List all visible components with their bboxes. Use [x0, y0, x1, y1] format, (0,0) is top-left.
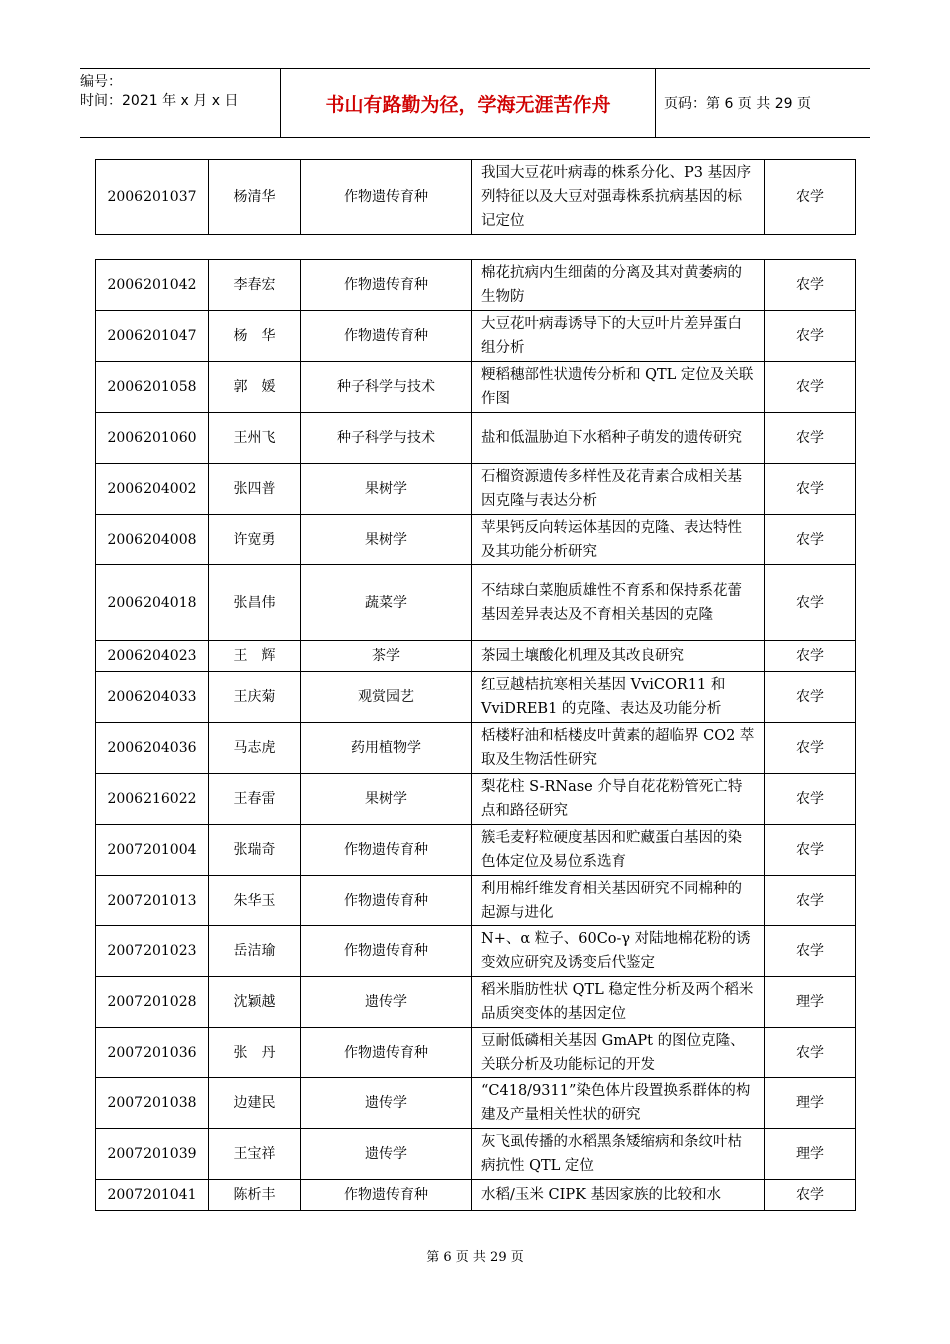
- degree-field-cell: 农学: [765, 876, 856, 926]
- student-id-cell: 2006204018: [96, 565, 209, 641]
- major-cell: 遗传学: [301, 1129, 472, 1180]
- student-id-cell: 2006201060: [96, 413, 209, 464]
- degree-field-cell: 农学: [765, 641, 856, 672]
- major-cell: 作物遗传育种: [301, 260, 472, 311]
- thesis-title-cell: N+、α 粒子、60Co-γ 对陆地棉花粉的诱变效应研究及诱变后代鉴定: [472, 926, 765, 977]
- student-id-cell: 2007201036: [96, 1028, 209, 1078]
- degree-field-cell: 农学: [765, 260, 856, 311]
- student-name-cell: 王 辉: [209, 641, 301, 672]
- thesis-title-cell: “C418/9311”染色体片段置换系群体的构建及产量相关性状的研究: [472, 1078, 765, 1129]
- student-name-cell: 沈颖越: [209, 977, 301, 1028]
- thesis-title-cell: 水稻/玉米 CIPK 基因家族的比较和水: [472, 1180, 765, 1211]
- student-id-cell: 2007201023: [96, 926, 209, 977]
- header-motto: 书山有路勤为径，学海无涯苦作舟: [280, 69, 656, 137]
- major-cell: 蔬菜学: [301, 565, 472, 641]
- degree-field-cell: 农学: [765, 515, 856, 565]
- table-row: [96, 464, 856, 515]
- table-row: [96, 160, 856, 235]
- student-name-cell: 陈析丰: [209, 1180, 301, 1211]
- degree-field-cell: 理学: [765, 977, 856, 1028]
- major-cell: 作物遗传育种: [301, 926, 472, 977]
- table-row: [96, 413, 856, 464]
- student-name-cell: 杨 华: [209, 311, 301, 362]
- student-id-cell: 2007201039: [96, 1129, 209, 1180]
- degree-field-cell: 农学: [765, 160, 856, 235]
- major-cell: 遗传学: [301, 1078, 472, 1129]
- header-meta: [80, 69, 280, 141]
- thesis-title-cell: 棉花抗病内生细菌的分离及其对黄萎病的生物防: [472, 260, 765, 311]
- degree-field-cell: 农学: [765, 464, 856, 515]
- thesis-title-cell: 豆耐低磷相关基因 GmAPt 的图位克隆、关联分析及功能标记的开发: [472, 1028, 765, 1078]
- student-id-cell: 2006201042: [96, 260, 209, 311]
- thesis-title-cell: 不结球白菜胞质雄性不育系和保持系花蕾基因差异表达及不育相关基因的克隆: [472, 565, 765, 641]
- degree-field-cell: 农学: [765, 926, 856, 977]
- student-name-cell: 许宽勇: [209, 515, 301, 565]
- student-id-cell: 2006201047: [96, 311, 209, 362]
- thesis-title-cell: 大豆花叶病毒诱导下的大豆叶片差异蛋白组分析: [472, 311, 765, 362]
- degree-field-cell: 理学: [765, 1129, 856, 1180]
- thesis-title-cell: 粳稻穗部性状遗传分析和 QTL 定位及关联作图: [472, 362, 765, 413]
- major-cell: 种子科学与技术: [301, 413, 472, 464]
- thesis-table-2: [95, 259, 856, 1211]
- student-name-cell: 岳洁瑜: [209, 926, 301, 977]
- student-id-cell: 2006204008: [96, 515, 209, 565]
- major-cell: 果树学: [301, 774, 472, 825]
- student-id-cell: 2006204023: [96, 641, 209, 672]
- degree-field-cell: 农学: [765, 311, 856, 362]
- thesis-title-cell: 红豆越桔抗寒相关基因 VviCOR11 和 VviDREB1 的克隆、表达及功能分析: [472, 672, 765, 723]
- major-cell: 作物遗传育种: [301, 1180, 472, 1211]
- student-name-cell: 王宝祥: [209, 1129, 301, 1180]
- number-label: 编号：: [80, 74, 122, 90]
- table-row: [96, 977, 856, 1028]
- major-cell: 作物遗传育种: [301, 160, 472, 235]
- student-name-cell: 张四普: [209, 464, 301, 515]
- student-name-cell: 朱华玉: [209, 876, 301, 926]
- table-row: [96, 926, 856, 977]
- student-id-cell: 2006204002: [96, 464, 209, 515]
- student-id-cell: 2007201004: [96, 825, 209, 876]
- degree-field-cell: 农学: [765, 774, 856, 825]
- student-name-cell: 郭 媛: [209, 362, 301, 413]
- student-id-cell: 2006204033: [96, 672, 209, 723]
- student-id-cell: 2007201013: [96, 876, 209, 926]
- thesis-title-cell: 簇毛麦籽粒硬度基因和贮藏蛋白基因的染色体定位及易位系选育: [472, 825, 765, 876]
- table-row: [96, 362, 856, 413]
- page-footer: 第 6 页 共 29 页: [426, 1250, 524, 1265]
- time-label: 时间：2021 年 x 月 x 日: [80, 93, 239, 109]
- thesis-table-1: [95, 159, 856, 235]
- student-name-cell: 张瑞奇: [209, 825, 301, 876]
- major-cell: 观赏园艺: [301, 672, 472, 723]
- thesis-title-cell: 稻米脂肪性状 QTL 稳定性分析及两个稻米品质突变体的基因定位: [472, 977, 765, 1028]
- table-row: [96, 565, 856, 641]
- major-cell: 作物遗传育种: [301, 825, 472, 876]
- thesis-title-cell: 石榴资源遗传多样性及花青素合成相关基因克隆与表达分析: [472, 464, 765, 515]
- student-id-cell: 2006201058: [96, 362, 209, 413]
- degree-field-cell: 农学: [765, 1180, 856, 1211]
- table-row: [96, 876, 856, 926]
- table-row: [96, 641, 856, 672]
- table-row: [96, 1078, 856, 1129]
- table-row: [96, 1028, 856, 1078]
- thesis-title-cell: 栝楼籽油和栝楼皮叶黄素的超临界 CO2 萃取及生物活性研究: [472, 723, 765, 774]
- degree-field-cell: 农学: [765, 565, 856, 641]
- table-row: [96, 672, 856, 723]
- thesis-title-cell: 梨花柱 S-RNase 介导自花花粉管死亡特点和路径研究: [472, 774, 765, 825]
- student-name-cell: 马志虎: [209, 723, 301, 774]
- student-id-cell: 2007201041: [96, 1180, 209, 1211]
- student-name-cell: 王庆菊: [209, 672, 301, 723]
- table-row: [96, 774, 856, 825]
- page-header: [80, 68, 870, 138]
- table-row: [96, 311, 856, 362]
- student-id-cell: 2007201038: [96, 1078, 209, 1129]
- student-name-cell: 边建民: [209, 1078, 301, 1129]
- student-name-cell: 李春宏: [209, 260, 301, 311]
- thesis-title-cell: 苹果钙反向转运体基因的克隆、表达特性及其功能分析研究: [472, 515, 765, 565]
- thesis-title-cell: 利用棉纤维发育相关基因研究不同棉种的起源与进化: [472, 876, 765, 926]
- degree-field-cell: 理学: [765, 1078, 856, 1129]
- student-id-cell: 2006216022: [96, 774, 209, 825]
- major-cell: 遗传学: [301, 977, 472, 1028]
- major-cell: 茶学: [301, 641, 472, 672]
- student-name-cell: 张 丹: [209, 1028, 301, 1078]
- major-cell: 果树学: [301, 464, 472, 515]
- degree-field-cell: 农学: [765, 723, 856, 774]
- degree-field-cell: 农学: [765, 413, 856, 464]
- degree-field-cell: 农学: [765, 362, 856, 413]
- table-row: [96, 825, 856, 876]
- major-cell: 种子科学与技术: [301, 362, 472, 413]
- thesis-title-cell: 茶园土壤酸化机理及其改良研究: [472, 641, 765, 672]
- header-page-label: 页码：第 6 页 共 29 页: [664, 96, 811, 112]
- major-cell: 作物遗传育种: [301, 1028, 472, 1078]
- major-cell: 药用植物学: [301, 723, 472, 774]
- table-row: [96, 515, 856, 565]
- thesis-title-cell: 灰飞虱传播的水稻黑条矮缩病和条纹叶枯病抗性 QTL 定位: [472, 1129, 765, 1180]
- table-row: [96, 260, 856, 311]
- degree-field-cell: 农学: [765, 1028, 856, 1078]
- table-row: [96, 1129, 856, 1180]
- degree-field-cell: 农学: [765, 825, 856, 876]
- degree-field-cell: 农学: [765, 672, 856, 723]
- student-id-cell: 2006201037: [96, 160, 209, 235]
- student-name-cell: 王春雷: [209, 774, 301, 825]
- table-row: [96, 1180, 856, 1211]
- major-cell: 作物遗传育种: [301, 311, 472, 362]
- thesis-title-cell: 盐和低温胁迫下水稻种子萌发的遗传研究: [472, 413, 765, 464]
- student-id-cell: 2007201028: [96, 977, 209, 1028]
- table-row: [96, 723, 856, 774]
- student-name-cell: 杨清华: [209, 160, 301, 235]
- student-name-cell: 王州飞: [209, 413, 301, 464]
- thesis-title-cell: 我国大豆花叶病毒的株系分化、P3 基因序列特征以及大豆对强毒株系抗病基因的标记定位: [472, 160, 765, 235]
- major-cell: 作物遗传育种: [301, 876, 472, 926]
- major-cell: 果树学: [301, 515, 472, 565]
- student-name-cell: 张昌伟: [209, 565, 301, 641]
- student-id-cell: 2006204036: [96, 723, 209, 774]
